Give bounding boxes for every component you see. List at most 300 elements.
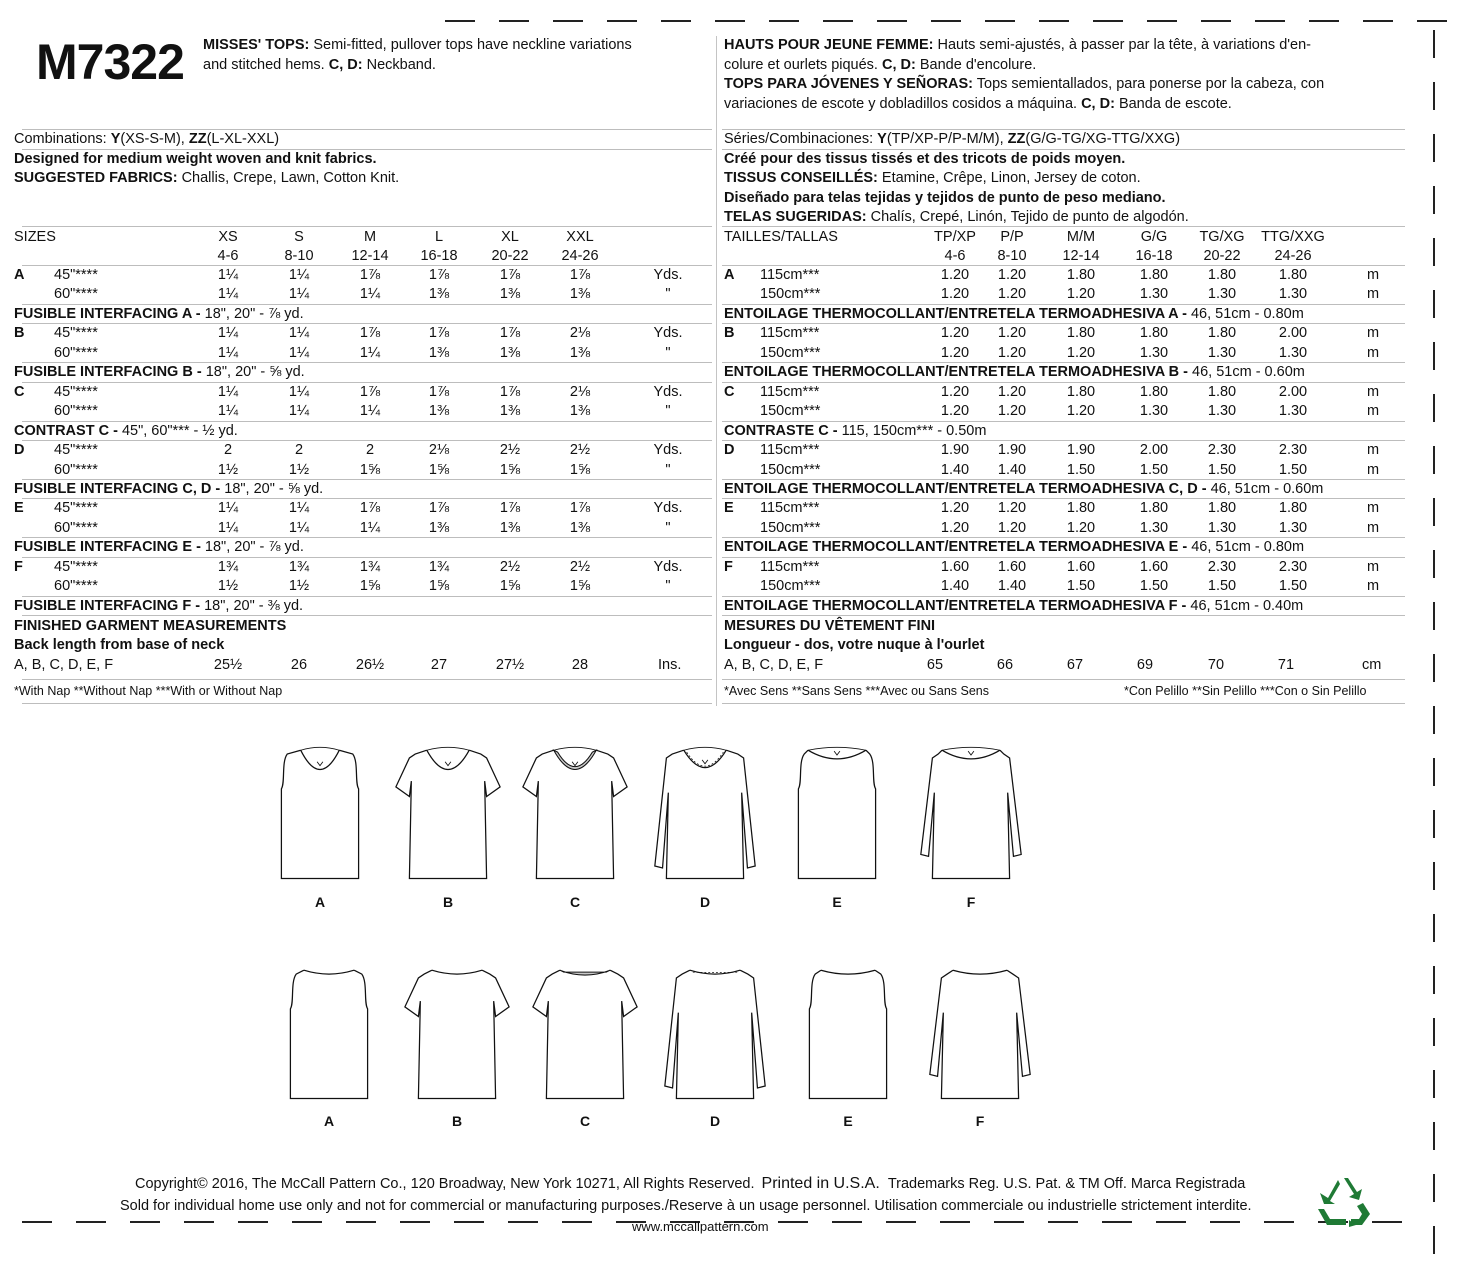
fr-yardage-cell: 1.20 — [940, 267, 970, 283]
en-yardage-cell: 1⅜ — [499, 344, 521, 361]
front-view — [782, 736, 892, 886]
en-view-label: E — [14, 500, 24, 517]
front-view-label: E — [832, 894, 842, 910]
es-designed-for: Diseñado para telas tejidas y tejidos de punto de peso mediano. — [724, 190, 1166, 206]
copyright-line — [135, 1174, 1245, 1194]
front-view — [265, 736, 375, 886]
table-rule — [22, 382, 712, 383]
cut-dash — [22, 1221, 52, 1223]
en-note-label: FUSIBLE INTERFACING F - — [14, 597, 205, 614]
garment-outline — [290, 970, 367, 1098]
cut-dash — [238, 1221, 268, 1223]
es-title-rest: Tops semientallados, para ponerse por la cabeza, con — [973, 76, 1325, 92]
en-size-range-5: 24-26 — [561, 248, 599, 264]
fr-yardage-cell: 1.40 — [997, 461, 1027, 478]
fr-measure-value: 70 — [1207, 657, 1225, 673]
en-fabric-width: 45"**** — [54, 442, 98, 459]
cut-dash — [661, 20, 691, 22]
fr-size-range-4: 20-22 — [1203, 248, 1241, 264]
fr-view-label: E — [724, 500, 734, 517]
cut-dash — [1433, 654, 1435, 682]
fr-unit: m — [1366, 344, 1380, 361]
fr-fabric-width: 115cm*** — [760, 500, 820, 517]
neck-notch — [702, 760, 708, 764]
en-size-2: M — [363, 229, 377, 245]
fr-yardage-cell: 1.80 — [1066, 267, 1096, 283]
fr-view-label: B — [724, 325, 735, 342]
en-yardage-cell: 1⅝ — [428, 461, 450, 478]
cut-dash — [76, 1221, 106, 1223]
en-yardage-cell: 2½ — [569, 442, 591, 459]
cut-dash — [877, 20, 907, 22]
en-yardage-cell: 1⅜ — [569, 344, 591, 361]
table-rule — [722, 479, 1405, 480]
cut-dash — [1048, 1221, 1078, 1223]
en-yardage-cell: 1⅞ — [359, 383, 381, 400]
garment-outline — [798, 750, 875, 878]
en-yardage-cell: 1¼ — [288, 344, 310, 361]
en-yardage-cell: 1¼ — [217, 383, 239, 400]
fr-suggested-fabrics — [724, 169, 1141, 188]
fr-yardage-cell: 1.20 — [1066, 344, 1096, 361]
en-unit: Yds. — [653, 325, 683, 342]
fr-yardage-cell: 1.20 — [997, 383, 1027, 400]
fr-yardage-cell: 1.80 — [1139, 267, 1169, 283]
en-yardage-cell: 1⅝ — [569, 461, 591, 478]
es-suggested-fabrics — [724, 208, 1189, 227]
fr-note-label: ENTOILAGE THERMOCOLLANT/ENTRETELA TERMOADHESIVA E - — [724, 539, 1192, 556]
neckline — [301, 750, 340, 769]
back-neckline — [684, 747, 726, 750]
fr-yardage-cell: 1.30 — [1207, 286, 1237, 303]
cut-dash — [508, 1221, 538, 1223]
es-line2b: C, D: — [1081, 95, 1115, 112]
front-view-label: F — [966, 894, 976, 910]
en-fabric-width: 60"**** — [54, 403, 98, 420]
fr-yardage-cell: 1.90 — [940, 442, 970, 459]
en-yardage-cell: 1¼ — [288, 403, 310, 420]
fr-yardage-cell: 1.80 — [1066, 325, 1096, 342]
en-yardage-cell: 1¼ — [217, 325, 239, 342]
en-title-line1: Semi-fitted, pullover tops have neckline variations — [309, 37, 632, 53]
fr-yardage-cell: 1.60 — [1139, 558, 1169, 575]
en-title-bold: MISSES' TOPS: — [203, 37, 310, 53]
cut-dash — [1433, 862, 1435, 890]
en-combo-y-sizes: (XS-S-M), — [120, 131, 189, 147]
en-yardage-cell: 2⅛ — [569, 325, 591, 342]
front-view — [393, 736, 503, 886]
en-yardage-cell: 1¼ — [217, 403, 239, 420]
fr-yardage-cell: 1.40 — [997, 578, 1027, 595]
table-rule — [722, 421, 1405, 422]
en-note-label: FUSIBLE INTERFACING E - — [14, 539, 205, 556]
fr-yardage-cell: 1.50 — [1207, 578, 1237, 595]
fr-es-combo-y-sizes: (TP/XP-P/P-M/M), — [886, 131, 1008, 147]
en-view-label: D — [14, 442, 25, 459]
table-rule — [722, 596, 1405, 597]
fr-view-label: C — [724, 383, 735, 400]
fr-size-0: TP/XP — [934, 229, 976, 245]
fr-yardage-cell: 1.50 — [1139, 578, 1169, 595]
fr-yardage-cell: 1.80 — [1066, 383, 1096, 400]
en-yardage-cell: 2½ — [569, 558, 591, 575]
en-unit: Yds. — [653, 500, 683, 517]
en-note-text: 18", 20" - ⅝ yd. — [224, 480, 324, 497]
fr-yardage-cell: 1.50 — [1139, 461, 1169, 478]
en-yardage-cell: 1⅞ — [499, 325, 521, 342]
cut-dash — [1255, 20, 1285, 22]
trademarks: Trademarks Reg. U.S. Pat. & TM Off. Marca Registrada — [887, 1176, 1246, 1192]
back-view-label: A — [323, 1113, 335, 1129]
en-yardage-cell: 1⅞ — [499, 383, 521, 400]
cut-dash — [715, 20, 745, 22]
table-rule — [722, 557, 1405, 558]
en-designed-for: Designed for medium weight woven and knit fabrics. — [14, 151, 377, 167]
en-yardage-cell: 1¼ — [288, 286, 310, 303]
cut-dash — [400, 1221, 430, 1223]
cut-dash — [445, 20, 475, 22]
fr-measure-value: 65 — [926, 657, 944, 673]
front-view — [916, 736, 1026, 886]
back-view-label: C — [579, 1113, 591, 1129]
en-title-line2a: and stitched hems. — [203, 56, 329, 73]
en-yardage-cell: 1¼ — [288, 500, 310, 517]
table-rule — [722, 362, 1405, 363]
en-yardage-cell: 1⅞ — [428, 325, 450, 342]
en-size-range-3: 16-18 — [420, 248, 458, 264]
table-rule — [22, 304, 712, 305]
en-unit: " — [665, 578, 671, 595]
en-note-label: FUSIBLE INTERFACING B - — [14, 364, 206, 381]
en-description — [203, 36, 632, 75]
en-size-range-0: 4-6 — [217, 248, 239, 264]
en-size-3: L — [434, 229, 444, 245]
fr-unit: m — [1366, 442, 1380, 459]
fr-note-text: 46, 51cm - 0.80m — [1191, 539, 1305, 556]
fr-note-row — [724, 538, 1304, 557]
fr-yardage-cell: 1.30 — [1278, 286, 1308, 303]
en-note-text: 45", 60"*** - ½ yd. — [121, 422, 238, 439]
back-neckline — [808, 747, 866, 750]
en-size-4: XL — [501, 229, 519, 245]
en-unit: Yds. — [653, 383, 683, 400]
fr-fabric-width: 150cm*** — [760, 344, 821, 361]
fr-yardage-cell: 1.50 — [1066, 578, 1096, 595]
en-fabric-width: 45"**** — [54, 383, 98, 400]
fr-note-text: 46, 51cm - 0.80m — [1190, 305, 1304, 322]
en-yardage-cell: 1⅜ — [499, 403, 521, 420]
cut-dash — [1433, 134, 1435, 162]
en-yardage-cell: 1⅞ — [359, 500, 381, 517]
en-yardage-cell: 1⅞ — [569, 500, 591, 517]
en-note-label: CONTRAST C - — [14, 422, 122, 439]
front-view-label: C — [569, 894, 581, 910]
en-unit: " — [665, 344, 671, 361]
es-title-bold: TOPS PARA JÓVENES Y SEÑORAS: — [724, 76, 973, 92]
en-size-1: S — [294, 229, 304, 245]
cut-dash — [499, 20, 529, 22]
en-yardage-cell: 1⅝ — [569, 578, 591, 595]
fr-yardage-cell: 1.20 — [1066, 403, 1096, 420]
fr-size-range-3: 16-18 — [1135, 248, 1173, 264]
en-finished-heading: FINISHED GARMENT MEASUREMENTS — [14, 618, 287, 634]
divider — [722, 703, 1405, 704]
en-yardage-cell: 1¼ — [288, 383, 310, 400]
fr-yardage-cell: 1.80 — [1139, 383, 1169, 400]
divider — [22, 679, 712, 680]
fr-es-combinations — [724, 130, 1180, 149]
en-yardage-cell: 1¼ — [359, 344, 381, 361]
divider — [722, 679, 1405, 680]
garment-outline — [533, 970, 637, 1098]
en-yardage-cell: 1¼ — [359, 519, 381, 536]
cut-dash — [1264, 1221, 1294, 1223]
back-view — [660, 956, 770, 1106]
en-measure-value: 25½ — [213, 657, 243, 673]
fr-unit: m — [1366, 286, 1380, 303]
cut-dash — [1433, 550, 1435, 578]
fr-size-4: TG/XG — [1199, 229, 1245, 245]
back-view-label: E — [843, 1113, 853, 1129]
en-size-range-1: 8-10 — [284, 248, 314, 264]
fr-fabric-width: 115cm*** — [760, 442, 820, 459]
fr-yardage-cell: 1.80 — [1207, 383, 1237, 400]
fr-finished-heading: MESURES DU VÊTEMENT FINI — [724, 618, 936, 634]
back-neckline — [301, 747, 340, 750]
en-unit: " — [665, 403, 671, 420]
cut-dash — [1372, 1221, 1402, 1223]
cut-dash — [1433, 602, 1435, 630]
fr-yardage-cell: 1.80 — [1278, 500, 1308, 517]
fr-yardage-cell: 1.60 — [940, 558, 970, 575]
divider — [22, 226, 712, 227]
front-view-label: D — [699, 894, 711, 910]
cut-dash — [346, 1221, 376, 1223]
fr-yardage-cell: 1.30 — [1207, 344, 1237, 361]
fr-yardage-cell: 1.30 — [1207, 519, 1237, 536]
en-note-text: 18", 20" - ⅜ yd. — [204, 597, 304, 614]
es-suggested-text: Chalís, Crepé, Linón, Tejido de punto de algodón. — [866, 209, 1189, 225]
cut-dash — [1433, 1018, 1435, 1046]
cut-dash — [778, 1221, 808, 1223]
fr-yardage-cell: 1.20 — [997, 519, 1027, 536]
table-rule — [722, 265, 1405, 266]
fr-yardage-cell: 1.80 — [1207, 500, 1237, 517]
back-view — [530, 956, 640, 1106]
fr-size-5: TTG/XXG — [1261, 229, 1325, 245]
en-yardage-cell: 1⅜ — [499, 286, 521, 303]
en-yardage-cell: 2½ — [499, 442, 521, 459]
en-yardage-cell: 1¼ — [359, 403, 381, 420]
fr-note-label: ENTOILAGE THERMOCOLLANT/ENTRETELA TERMOADHESIVA F - — [724, 597, 1191, 614]
en-yardage-cell: 2 — [223, 442, 233, 459]
fr-yardage-cell: 2.00 — [1139, 442, 1169, 459]
en-note-label: FUSIBLE INTERFACING A - — [14, 305, 205, 322]
fr-es-combo-zz-sizes: (G/G-TG/XG-TTG/XXG) — [1025, 131, 1181, 147]
en-back-length: Back length from base of neck — [14, 637, 225, 653]
fr-note-text: 46, 51cm - 0.60m — [1192, 364, 1305, 381]
fr-note-row — [724, 422, 986, 441]
table-rule — [722, 323, 1405, 324]
cut-dash — [292, 1221, 322, 1223]
en-size-range-2: 12-14 — [351, 248, 389, 264]
en-unit: " — [665, 286, 671, 303]
fr-measure-value: 71 — [1277, 657, 1295, 673]
fr-size-range-2: 12-14 — [1062, 248, 1100, 264]
fr-note-text: 46, 51cm - 0.40m — [1190, 597, 1304, 614]
fr-es-description — [724, 36, 1324, 114]
back-neckline — [427, 747, 469, 750]
cut-dash — [1433, 966, 1435, 994]
fr-measure-value: 69 — [1136, 657, 1154, 673]
table-rule — [722, 537, 1405, 538]
en-note-row — [14, 538, 304, 557]
en-note-row — [14, 363, 305, 382]
cut-dash — [1433, 706, 1435, 734]
fr-yardage-cell: 2.00 — [1278, 325, 1308, 342]
fr-back-length: Longueur - dos, votre nuque à l'ourlet — [724, 637, 985, 653]
fr-yardage-cell: 1.50 — [1207, 461, 1237, 478]
cut-dash — [1433, 1174, 1435, 1202]
fr-es-combinations-label: Séries/Combinaciones: — [724, 131, 878, 147]
table-rule — [22, 440, 712, 441]
fr-unit: m — [1366, 558, 1380, 575]
en-view-label: C — [14, 383, 25, 400]
en-yardage-cell: 1⅜ — [428, 286, 450, 303]
table-rule — [22, 265, 712, 266]
fr-yardage-cell: 1.80 — [1139, 325, 1169, 342]
fr-yardage-cell: 1.50 — [1278, 461, 1308, 478]
fr-size-1: P/P — [1000, 229, 1024, 245]
fr-yardage-cell: 1.60 — [1066, 558, 1096, 575]
en-yardage-cell: 1¾ — [359, 558, 381, 575]
fr-size-range-1: 8-10 — [997, 248, 1027, 264]
fr-line2a: colure et ourlets piqués. — [724, 56, 882, 73]
fr-yardage-cell: 1.80 — [1207, 267, 1237, 283]
table-rule — [22, 537, 712, 538]
fr-yardage-cell: 1.20 — [940, 403, 970, 420]
en-yardage-cell: 2 — [294, 442, 304, 459]
table-rule — [22, 362, 712, 363]
en-combo-zz: ZZ — [188, 131, 207, 147]
en-size-5: XXL — [566, 229, 594, 245]
fr-note-row — [724, 480, 1323, 499]
fr-yardage-cell: 1.30 — [1278, 344, 1308, 361]
fr-note-text: 115, 150cm*** - 0.50m — [841, 422, 987, 439]
en-yardage-cell: 2⅛ — [569, 383, 591, 400]
fr-view-label: A — [724, 267, 735, 283]
column-divider — [716, 36, 717, 706]
back-view — [402, 956, 512, 1106]
fr-yardage-cell: 1.20 — [997, 267, 1027, 283]
garment-outline — [930, 970, 1030, 1098]
cut-dash — [1433, 1226, 1435, 1254]
cut-dash — [940, 1221, 970, 1223]
en-yardage-cell: 1⅝ — [499, 461, 521, 478]
fr-fabric-width: 115cm*** — [760, 325, 820, 342]
cut-dash — [931, 20, 961, 22]
front-view-label: A — [314, 894, 326, 910]
fr-yardage-cell: 1.20 — [1066, 519, 1096, 536]
fr-unit: m — [1366, 267, 1380, 283]
cut-dash — [1433, 394, 1435, 422]
cut-dash — [1147, 20, 1177, 22]
cut-dash — [454, 1221, 484, 1223]
garment-outline — [809, 970, 886, 1098]
en-measure-value: 26½ — [355, 657, 385, 673]
cut-dash — [130, 1221, 160, 1223]
cut-dash — [1433, 30, 1435, 58]
fr-yardage-cell: 1.30 — [1139, 403, 1169, 420]
en-combo-zz-sizes: (L-XL-XXL) — [206, 131, 280, 147]
table-rule — [22, 498, 712, 499]
table-rule — [22, 557, 712, 558]
en-yardage-cell: 1⅜ — [428, 344, 450, 361]
fr-unit: m — [1366, 325, 1380, 342]
fr-note-text: 46, 51cm - 0.60m — [1210, 480, 1324, 497]
en-title-line2c: Neckband. — [362, 56, 436, 73]
fr-note-row — [724, 305, 1304, 324]
fr-yardage-cell: 1.20 — [997, 286, 1027, 303]
back-view — [925, 956, 1035, 1106]
en-size-0: XS — [218, 229, 238, 245]
en-yardage-cell: 1⅜ — [428, 403, 450, 420]
fr-unit: m — [1366, 461, 1380, 478]
cut-dash — [1433, 342, 1435, 370]
en-fabric-width: 60"**** — [54, 286, 98, 303]
en-size-range-4: 20-22 — [491, 248, 529, 264]
cut-dash — [1433, 290, 1435, 318]
back-view-label: B — [451, 1113, 463, 1129]
cut-dash — [1309, 20, 1339, 22]
table-rule — [722, 382, 1405, 383]
fr-yardage-cell: 1.30 — [1139, 344, 1169, 361]
fr-yardage-cell: 1.20 — [997, 325, 1027, 342]
en-yardage-cell: 1⅞ — [428, 500, 450, 517]
cut-dash — [607, 20, 637, 22]
cut-dash — [553, 20, 583, 22]
en-yardage-cell: 1⅝ — [499, 578, 521, 595]
en-unit: Yds. — [653, 267, 683, 283]
neck-notch — [445, 762, 451, 766]
fr-fabric-width: 115cm*** — [760, 558, 820, 575]
fr-yardage-cell: 1.40 — [940, 461, 970, 478]
table-rule — [722, 615, 1405, 616]
en-yardage-cell: 2⅛ — [428, 442, 450, 459]
en-unit: Yds. — [653, 558, 683, 575]
fr-line2c: Bande d'encolure. — [915, 56, 1037, 73]
en-yardage-cell: 1⅜ — [499, 519, 521, 536]
es-suggested-label: TELAS SUGERIDAS: — [724, 209, 867, 225]
cut-dash — [832, 1221, 862, 1223]
fr-size-2: M/M — [1066, 229, 1096, 245]
fr-yardage-cell: 1.40 — [940, 578, 970, 595]
fr-note-label: ENTOILAGE THERMOCOLLANT/ENTRETELA TERMOADHESIVA A - — [724, 305, 1191, 322]
fr-size-range-5: 24-26 — [1274, 248, 1312, 264]
garment-outline — [655, 750, 755, 878]
neckband — [554, 750, 596, 769]
en-yardage-cell: 1¼ — [217, 267, 239, 283]
en-sizes-label: SIZES — [14, 229, 56, 245]
en-yardage-cell: 1½ — [217, 461, 239, 478]
cut-dash — [1433, 186, 1435, 214]
front-view — [520, 736, 630, 886]
en-yardage-cell: 2½ — [499, 558, 521, 575]
en-unit: " — [665, 519, 671, 536]
printed-in: Printed in U.S.A. — [761, 1175, 880, 1192]
fr-fabric-width: 150cm*** — [760, 578, 821, 595]
fr-fabric-width: 150cm*** — [760, 286, 821, 303]
